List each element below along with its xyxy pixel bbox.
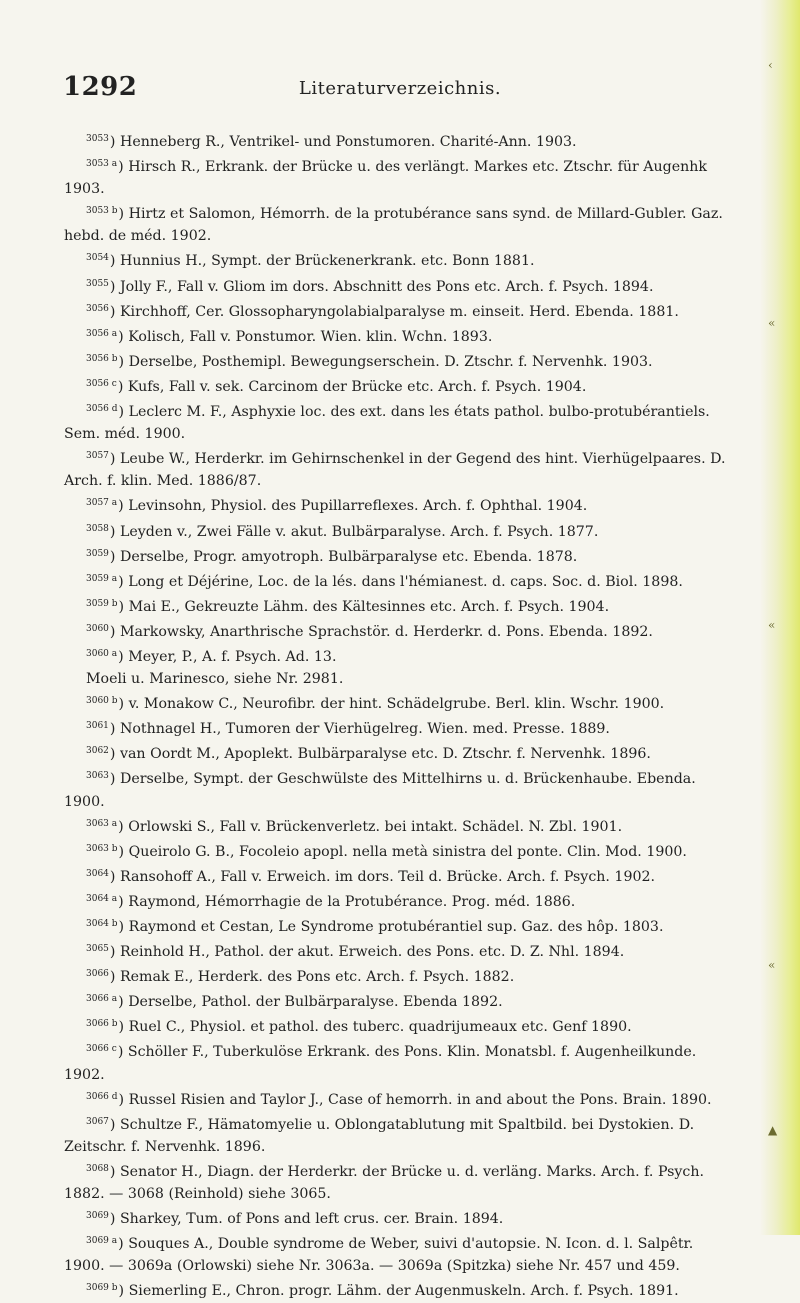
reference-text: Nothnagel H., Tumoren der Vierhügelreg. Wien. med. Presse. 1889.: [119, 721, 610, 738]
reference-entry: $^{3064 a}$) Raymond, Hémorrhagie de la Protubérance. Prog. méd. 1886.: [86, 893, 576, 910]
reference-text: Ruel C., Physiol. et pathol. des tuberc. quadrijumeaux etc. Genf 1890.: [128, 1019, 632, 1036]
reference-entry: $^{3056}$) Kirchhoff, Cer. Glossopharyngolabialparalyse m. einseit. Herd. Ebenda. 1881.: [86, 303, 679, 320]
reference-text: Hirtz et Salomon, Hémorrh. de la protubérance sans synd. de Millard-Gubler. Gaz. hebd. de méd. 1902.: [64, 206, 723, 245]
reference-entry: $^{3059 b}$) Mai E., Gekreuzte Lähm. des Kältesinnes etc. Arch. f. Psych. 1904.: [86, 598, 610, 615]
reference-number: 3063 b: [86, 843, 118, 854]
reference-text: Leyden v., Zwei Fälle v. akut. Bulbärparalyse. Arch. f. Psych. 1877.: [119, 523, 599, 540]
reference-text: Levinsohn, Physiol. des Pupillarreflexes. Arch. f. Ophthal. 1904.: [128, 498, 588, 515]
reference-text: Hirsch R., Erkrank. der Brücke u. des verlängt. Markes etc. Ztschr. für Augenhk 1903.: [64, 159, 708, 198]
reference-entry: $^{3061}$) Nothnagel H., Tumoren der Vierhügelreg. Wien. med. Presse. 1889.: [86, 721, 610, 738]
reference-number: 3069 a: [86, 1236, 118, 1247]
arrow-up-icon: ▲: [768, 1123, 778, 1137]
reference-text: Derselbe, Posthemipl. Bewegungserschein. D. Ztschr. f. Nervenhk. 1903.: [128, 353, 653, 370]
reference-text: Kirchhoff, Cer. Glossopharyngolabialparalyse m. einseit. Herd. Ebenda. 1881.: [119, 303, 679, 320]
reference-entry: $^{3064 b}$) Raymond et Cestan, Le Syndrome protubérantiel sup. Gaz. des hôp. 1803.: [86, 919, 664, 935]
reference-entry: $^{3062}$) van Oordt M., Apoplekt. Bulbärparalyse etc. D. Ztschr. f. Nervenhk. 1896.: [86, 746, 651, 763]
reference-number: 3067: [86, 1116, 109, 1127]
reference-number: 3054: [86, 253, 109, 264]
book-spine-edge: [760, 0, 800, 1235]
reference-entry: $^{3066}$) Remak E., Herderk. des Pons etc. Arch. f. Psych. 1882.: [86, 969, 515, 986]
reference-text: Henneberg R., Ventrikel- und Ponstumoren. Charité-Ann. 1903.: [119, 134, 577, 150]
reference-entry: $^{3069 a}$) Souques A., Double syndrome de Weber, suivi d'autopsie. N. Icon. d. l. Salpêtr. 1900. — 3069a (Orlowski) siehe Nr. 3063a. — 3069a (Spitzka) siehe Nr. 457 und 459.: [64, 1236, 694, 1275]
reference-text: Schöller F., Tuberkulöse Erkrank. des Pons. Klin. Monatsbl. f. Augenheilkunde. 1902.: [64, 1044, 697, 1083]
reference-number: 3056 a: [86, 328, 118, 339]
reference-text: Long et Déjérine, Loc. de la lés. dans l'hémianest. d. caps. Soc. d. Biol. 1898.: [128, 573, 683, 590]
reference-text: Hunnius H., Sympt. der Brückenerkrank. etc. Bonn 1881.: [119, 253, 535, 270]
reference-entry: $^{3063 a}$) Orlowski S., Fall v. Brückenverletz. bei intakt. Schädel. N. Zbl. 1901.: [86, 818, 623, 835]
reference-number: 3069: [86, 1211, 109, 1222]
reference-number: 3064 a: [86, 893, 118, 904]
reference-entry: $^{3060 a}$) Meyer, P., A. f. Psych. Ad. 13.: [86, 648, 337, 665]
reference-entry: $^{3064}$) Ransohoff A., Fall v. Erweich. im dors. Teil d. Brücke. Arch. f. Psych. 1902.: [86, 868, 656, 885]
reference-text: Souques A., Double syndrome de Weber, suivi d'autopsie. N. Icon. d. l. Salpêtr. 1900. — 3069a (Orlowski) siehe Nr. 3063a. — 3069a (Spitzka) siehe Nr. 457 und 459.: [64, 1236, 694, 1275]
reference-number: 3063: [86, 771, 109, 782]
reference-entry: $^{3067}$) Schultze F., Hämatomyelie u. Oblongatablutung mit Spaltbild. bei Dystokien. D. Zeitschr. f. Nervenhk. 1896.: [64, 1116, 695, 1155]
reference-entry: $^{3058}$) Leyden v., Zwei Fälle v. akut. Bulbärparalyse. Arch. f. Psych. 1877.: [86, 523, 599, 540]
reference-entry: $^{3054}$) Hunnius H., Sympt. der Brückenerkrank. etc. Bonn 1881.: [86, 253, 535, 270]
reference-text: Kufs, Fall v. sek. Carcinom der Brücke etc. Arch. f. Psych. 1904.: [127, 378, 587, 395]
reference-number: 3064 b: [86, 919, 118, 929]
reference-entry: $^{3056 b}$) Derselbe, Posthemipl. Bewegungserschein. D. Ztschr. f. Nervenhk. 1903.: [86, 353, 653, 370]
arrow-left-icon: ‹: [768, 58, 773, 72]
reference-entry: $^{3065}$) Reinhold H., Pathol. der akut. Erweich. des Pons. etc. D. Z. Nhl. 1894.: [86, 944, 625, 961]
reference-text: Jolly F., Fall v. Gliom im dors. Abschnitt des Pons etc. Arch. f. Psych. 1894.: [119, 278, 654, 295]
reference-text: Derselbe, Sympt. der Geschwülste des Mittelhirns u. d. Brückenhaube. Ebenda. 1900.: [64, 771, 696, 810]
reference-entry: $^{3063}$) Derselbe, Sympt. der Geschwülste des Mittelhirns u. d. Brückenhaube. Ebenda. 1900.: [64, 771, 696, 810]
reference-text: Kolisch, Fall v. Ponstumor. Wien. klin. Wchn. 1893.: [128, 328, 493, 345]
reference-text: Meyer, P., A. f. Psych. Ad. 13.: [128, 648, 337, 665]
reference-number: 3069 b: [86, 1283, 118, 1294]
reference-text: van Oordt M., Apoplekt. Bulbärparalyse etc. D. Ztschr. f. Nervenhk. 1896.: [119, 746, 651, 763]
reference-entry: $^{3053 b}$) Hirtz et Salomon, Hémorrh. de la protubérance sans synd. de Millard-Gubler. Gaz. hebd. de méd. 1902.: [64, 206, 723, 245]
reference-entry: $^{3057}$) Leube W., Herderkr. im Gehirnschenkel in der Gegend des hint. Vierhügelpaares. D. Arch. f. klin. Med. 1886/87.: [64, 451, 726, 490]
arrow-left-icon: «: [768, 316, 776, 330]
reference-number: 3066 b: [86, 1019, 118, 1030]
reference-number: 3068: [86, 1163, 109, 1174]
reference-text: Raymond, Hémorrhagie de la Protubérance. Prog. méd. 1886.: [128, 893, 576, 910]
reference-text: Derselbe, Pathol. der Bulbärparalyse. Ebenda 1892.: [128, 994, 503, 1011]
reference-entry: $^{3060}$) Markowsky, Anarthrische Sprachstör. d. Herderkr. d. Pons. Ebenda. 1892.: [86, 623, 653, 640]
reference-text: Leube W., Herderkr. im Gehirnschenkel in der Gegend des hint. Vierhügelpaares. D. Arch. f. klin. Med. 1886/87.: [64, 451, 726, 490]
reference-number: 3059: [86, 548, 109, 559]
reference-number: 3056 c: [86, 378, 117, 389]
reference-entry: $^{3056 a}$) Kolisch, Fall v. Ponstumor. Wien. klin. Wchn. 1893.: [86, 328, 493, 345]
reference-entry: $^{3059 a}$) Long et Déjérine, Loc. de la lés. dans l'hémianest. d. caps. Soc. d. Biol. 1898.: [86, 573, 683, 590]
reference-entry: $^{3066 c}$) Schöller F., Tuberkulöse Erkrank. des Pons. Klin. Monatsbl. f. Augenheilkunde. 1902.: [64, 1044, 697, 1083]
reference-text: Queirolo G. B., Focoleio apopl. nella metà sinistra del ponte. Clin. Mod. 1900.: [128, 843, 687, 860]
reference-entry: $^{3069}$) Sharkey, Tum. of Pons and left crus. cer. Brain. 1894.: [86, 1211, 504, 1228]
reference-text: Remak E., Herderk. des Pons etc. Arch. f. Psych. 1882.: [119, 969, 515, 986]
reference-number: 3060 a: [86, 648, 118, 659]
reference-entry: $^{3055}$) Jolly F., Fall v. Gliom im dors. Abschnitt des Pons etc. Arch. f. Psych. 1894.: [86, 278, 654, 295]
reference-number: 3062: [86, 746, 109, 757]
reference-number: 3066 c: [86, 1044, 117, 1055]
reference-entry: [64, 668, 728, 690]
reference-text: Moeli u. Marinesco, siehe Nr. 2981.: [86, 671, 344, 688]
reference-text: Raymond et Cestan, Le Syndrome protubérantiel sup. Gaz. des hôp. 1803.: [128, 919, 664, 935]
reference-text: Derselbe, Progr. amyotroph. Bulbärparalyse etc. Ebenda. 1878.: [119, 548, 578, 565]
reference-number: 3058: [86, 523, 109, 534]
reference-number: 3056 b: [86, 353, 118, 364]
reference-number: 3063 a: [86, 818, 118, 829]
reference-number: 3057 a: [86, 498, 118, 509]
reference-number: 3056: [86, 303, 109, 314]
reference-number: 3053 b: [86, 206, 118, 217]
reference-number: 3056 d: [86, 404, 118, 415]
reference-number: 3066 a: [86, 994, 118, 1005]
reference-number: 3059 a: [86, 573, 118, 584]
reference-entry: $^{3066 a}$) Derselbe, Pathol. der Bulbärparalyse. Ebenda 1892.: [86, 994, 503, 1011]
reference-text: Russel Risien and Taylor J., Case of hemorrh. in and about the Pons. Brain. 1890.: [128, 1091, 712, 1108]
reference-number: 3060: [86, 623, 109, 634]
reference-entry: $^{3056 d}$) Leclerc M. F., Asphyxie loc. des ext. dans les états pathol. bulbo-protubérantiels. Sem. méd. 1900.: [64, 404, 710, 443]
reference-text: Sharkey, Tum. of Pons and left crus. cer. Brain. 1894.: [119, 1211, 504, 1228]
reference-text: Leclerc M. F., Asphyxie loc. des ext. dans les états pathol. bulbo-protubérantiels. Sem. méd. 1900.: [64, 404, 710, 443]
reference-number: 3066 d: [86, 1091, 118, 1102]
reference-entry: $^{3066 d}$) Russel Risien and Taylor J., Case of hemorrh. in and about the Pons. Brain. 1890.: [86, 1091, 712, 1108]
reference-text: Markowsky, Anarthrische Sprachstör. d. Herderkr. d. Pons. Ebenda. 1892.: [119, 623, 653, 640]
reference-entry: $^{3053 a}$) Hirsch R., Erkrank. der Brücke u. des verlängt. Markes etc. Ztschr. für Augenhk 1903.: [64, 159, 708, 198]
reference-text: Ransohoff A., Fall v. Erweich. im dors. Teil d. Brücke. Arch. f. Psych. 1902.: [119, 868, 656, 885]
reference-list: [64, 128, 728, 1303]
arrow-left-icon: «: [768, 618, 776, 632]
reference-number: 3065: [86, 944, 109, 955]
reference-text: Siemerling E., Chron. progr. Lähm. der Augenmuskeln. Arch. f. Psych. 1891.: [128, 1283, 679, 1300]
reference-number: 3053: [86, 134, 109, 144]
reference-number: 3066: [86, 969, 109, 980]
running-header: Literaturverzeichnis.: [298, 78, 502, 99]
reference-entry: $^{3060 b}$) v. Monakow C., Neurofibr. der hint. Schädelgrube. Berl. klin. Wschr. 1900.: [86, 696, 665, 713]
reference-number: 3055: [86, 278, 109, 289]
reference-text: Reinhold H., Pathol. der akut. Erweich. des Pons. etc. D. Z. Nhl. 1894.: [119, 944, 625, 961]
arrow-left-icon: «: [768, 958, 776, 972]
reference-entry: $^{3056 c}$) Kufs, Fall v. sek. Carcinom der Brücke etc. Arch. f. Psych. 1904.: [86, 378, 587, 395]
reference-text: Senator H., Diagn. der Herderkr. der Brücke u. d. verläng. Marks. Arch. f. Psych. 1882. — 3068 (Reinhold) siehe 3065.: [64, 1163, 704, 1203]
reference-text: v. Monakow C., Neurofibr. der hint. Schädelgrube. Berl. klin. Wschr. 1900.: [128, 696, 665, 713]
reference-entry: $^{3069 b}$) Siemerling E., Chron. progr. Lähm. der Augenmuskeln. Arch. f. Psych. 1891.: [86, 1283, 679, 1300]
reference-entry: $^{3068}$) Senator H., Diagn. der Herderkr. der Brücke u. d. verläng. Marks. Arch. f. Psych. 1882. — 3068 (Reinhold) siehe 3065.: [64, 1163, 704, 1203]
page-number: 1292: [63, 72, 138, 102]
reference-entry: $^{3057 a}$) Levinsohn, Physiol. des Pupillarreflexes. Arch. f. Ophthal. 1904.: [86, 498, 588, 515]
reference-entry: $^{3053}$) Henneberg R., Ventrikel- und Ponstumoren. Charité-Ann. 1903.: [86, 134, 577, 150]
reference-number: 3060 b: [86, 696, 118, 707]
reference-entry: $^{3066 b}$) Ruel C., Physiol. et pathol. des tuberc. quadrijumeaux etc. Genf 1890.: [86, 1019, 632, 1036]
reference-text: Mai E., Gekreuzte Lähm. des Kältesinnes etc. Arch. f. Psych. 1904.: [128, 598, 610, 615]
reference-entry: $^{3063 b}$) Queirolo G. B., Focoleio apopl. nella metà sinistra del ponte. Clin. Mod. 1900.: [86, 843, 687, 860]
reference-number: 3064: [86, 868, 109, 879]
reference-number: 3059 b: [86, 598, 118, 609]
reference-text: Orlowski S., Fall v. Brückenverletz. bei intakt. Schädel. N. Zbl. 1901.: [128, 818, 623, 835]
reference-text: Schultze F., Hämatomyelie u. Oblongatablutung mit Spaltbild. bei Dystokien. D. Zeitschr. f. Nervenhk. 1896.: [64, 1116, 695, 1155]
reference-number: 3057: [86, 451, 109, 462]
reference-entry: $^{3059}$) Derselbe, Progr. amyotroph. Bulbärparalyse etc. Ebenda. 1878.: [86, 548, 578, 565]
reference-number: 3061: [86, 721, 109, 732]
reference-number: 3053 a: [86, 159, 118, 170]
